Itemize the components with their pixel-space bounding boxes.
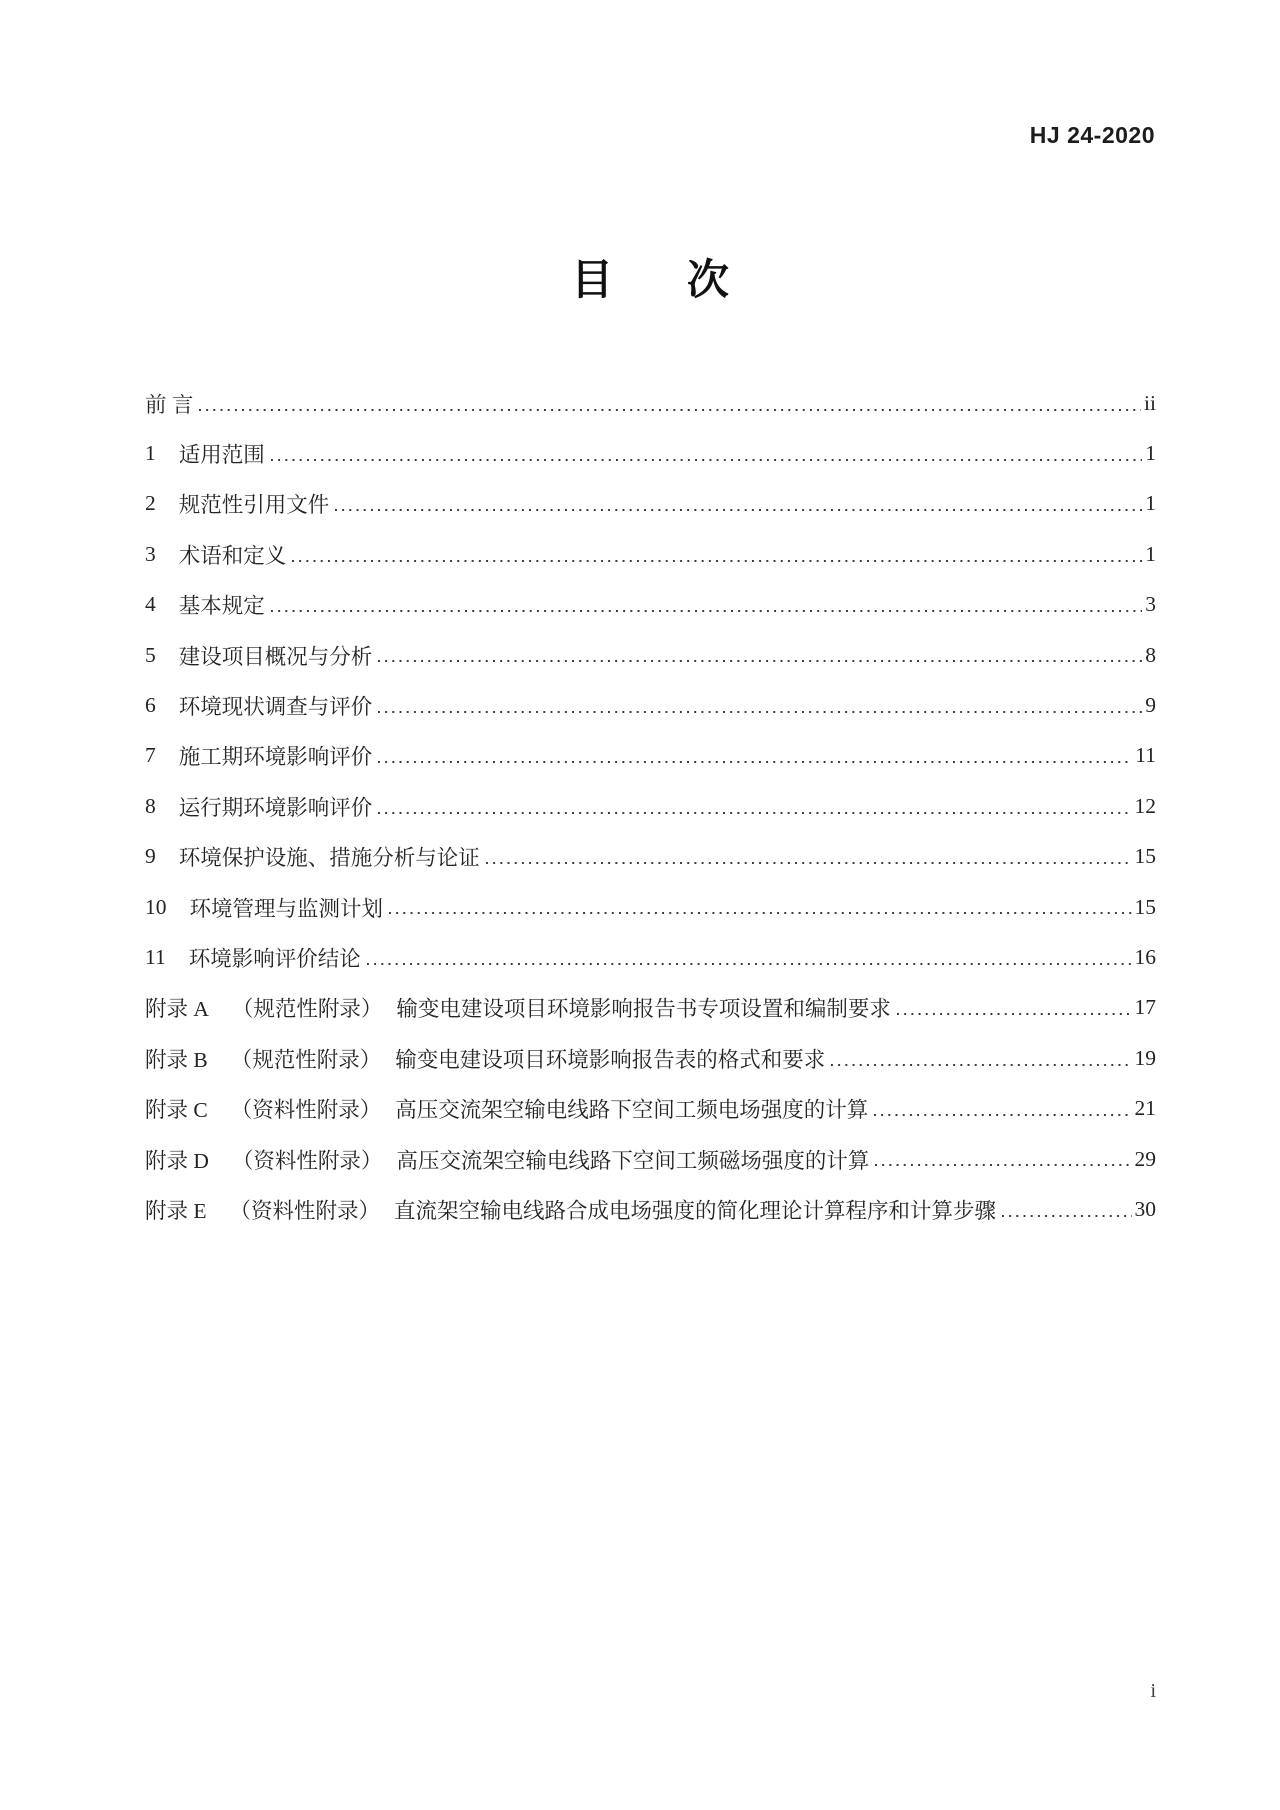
toc-entry-label: 规范性引用文件 <box>178 493 330 518</box>
toc-entry-page: 15 <box>1134 894 1156 919</box>
toc-entry-number: 附录 C <box>145 1098 208 1123</box>
toc-entry <box>145 428 1156 478</box>
toc-entry-page: 11 <box>1135 743 1156 768</box>
toc-entry-number: 附录 A <box>145 997 209 1022</box>
toc-entry-label: 运行期环境影响评价 <box>178 795 373 820</box>
toc-entry-label: 适用范围 <box>178 443 265 468</box>
toc-entry-type: （规范性附录） <box>230 1047 382 1072</box>
toc-entry-page: 1 <box>1145 441 1156 466</box>
toc-entry <box>145 1134 1156 1184</box>
toc-entry <box>145 832 1156 882</box>
dotted-leader <box>389 897 1131 918</box>
dotted-leader <box>1002 1199 1131 1220</box>
dotted-leader <box>378 745 1132 766</box>
toc-entry-page: 12 <box>1134 793 1156 818</box>
toc-entry-label: 直流架空输电线路合成电场强度的简化理论计算程序和计算步骤 <box>394 1198 997 1223</box>
toc-entry-page: 3 <box>1145 592 1156 617</box>
toc-entry-label: 环境管理与监测计划 <box>189 896 384 921</box>
toc-entry-number: 9 <box>145 844 156 869</box>
toc-entry-label: 高压交流架空输电线路下空间工频磁场强度的计算 <box>396 1148 870 1173</box>
toc-entry-number: 2 <box>145 491 156 516</box>
dotted-leader <box>199 393 1141 414</box>
toc-entry-page: 17 <box>1134 995 1156 1020</box>
dotted-leader <box>367 947 1132 968</box>
toc-entry-page: ii <box>1144 390 1156 415</box>
toc-entry <box>145 781 1156 831</box>
dotted-leader <box>271 594 1142 615</box>
page-title: 目 次 <box>571 256 729 303</box>
standard-number: HJ 24-2020 <box>1029 122 1155 148</box>
toc-entry-page: 16 <box>1134 944 1156 969</box>
toc-entry-page: 21 <box>1134 1096 1156 1121</box>
toc-entry-page: 8 <box>1145 642 1156 667</box>
dotted-leader <box>271 443 1142 464</box>
toc-entry <box>145 983 1156 1033</box>
toc-entry-number: 10 <box>145 894 167 919</box>
toc-entry-label: 输变电建设项目环境影响报告书专项设置和编制要求 <box>396 997 891 1022</box>
toc-entry <box>145 882 1156 932</box>
toc-entry-number: 5 <box>145 642 156 667</box>
dotted-leader <box>378 796 1131 817</box>
toc-entry-label: 输变电建设项目环境影响报告表的格式和要求 <box>395 1047 826 1072</box>
toc-entry-number: 附录 E <box>145 1198 207 1223</box>
dotted-leader <box>378 645 1142 666</box>
toc-entry-page: 9 <box>1145 693 1156 718</box>
dotted-leader <box>874 1098 1131 1119</box>
toc-entry-page: 1 <box>1145 541 1156 566</box>
toc-entry <box>145 479 1156 529</box>
toc-entry-page: 30 <box>1134 1196 1156 1221</box>
toc-entry <box>145 1033 1156 1083</box>
dotted-leader <box>335 493 1142 514</box>
toc-entry-label: 环境现状调查与评价 <box>178 695 373 720</box>
dotted-leader <box>831 1048 1131 1069</box>
toc-entry-type: （资料性附录） <box>229 1198 381 1223</box>
table-of-contents <box>145 378 1156 1235</box>
dotted-leader <box>486 846 1132 867</box>
toc-entry <box>145 731 1156 781</box>
toc-entry <box>145 680 1156 730</box>
dotted-leader <box>897 997 1132 1018</box>
footer-page-number: i <box>1150 1680 1156 1702</box>
toc-entry-label: 基本规定 <box>178 594 265 619</box>
toc-entry <box>145 529 1156 579</box>
dotted-leader <box>378 695 1142 716</box>
toc-entry-page: 15 <box>1134 844 1156 869</box>
toc-entry-number: 11 <box>145 944 166 969</box>
toc-entry <box>145 630 1156 680</box>
toc-entry-page: 1 <box>1145 491 1156 516</box>
toc-entry <box>145 1083 1156 1133</box>
toc-entry-number: 3 <box>145 541 156 566</box>
toc-entry <box>145 932 1156 982</box>
toc-entry-number: 8 <box>145 793 156 818</box>
toc-entry <box>145 580 1156 630</box>
toc-entry-number: 1 <box>145 441 156 466</box>
dotted-leader <box>875 1149 1131 1170</box>
toc-entry-label: 术语和定义 <box>178 543 287 568</box>
toc-entry-label: 环境保护设施、措施分析与论证 <box>178 846 480 871</box>
toc-entry-type: （资料性附录） <box>230 1098 382 1123</box>
toc-entry-number: 4 <box>145 592 156 617</box>
toc-entry-label: 前 言 <box>145 392 194 417</box>
toc-entry-number: 7 <box>145 743 156 768</box>
toc-entry-label: 高压交流架空输电线路下空间工频电场强度的计算 <box>395 1098 869 1123</box>
toc-entry-label: 环境影响评价结论 <box>188 946 361 971</box>
toc-entry-label: 建设项目概况与分析 <box>178 644 373 669</box>
dotted-leader <box>292 544 1142 565</box>
toc-entry-number: 附录 B <box>145 1047 208 1072</box>
toc-entry <box>145 1184 1156 1234</box>
toc-entry-type: （资料性附录） <box>231 1148 383 1173</box>
toc-entry-label: 施工期环境影响评价 <box>178 745 373 770</box>
toc-entry-page: 19 <box>1134 1045 1156 1070</box>
toc-entry-page: 29 <box>1134 1146 1156 1171</box>
toc-entry <box>145 378 1156 428</box>
toc-entry-type: （规范性附录） <box>231 997 383 1022</box>
toc-entry-number: 6 <box>145 693 156 718</box>
toc-entry-number: 附录 D <box>145 1148 209 1173</box>
